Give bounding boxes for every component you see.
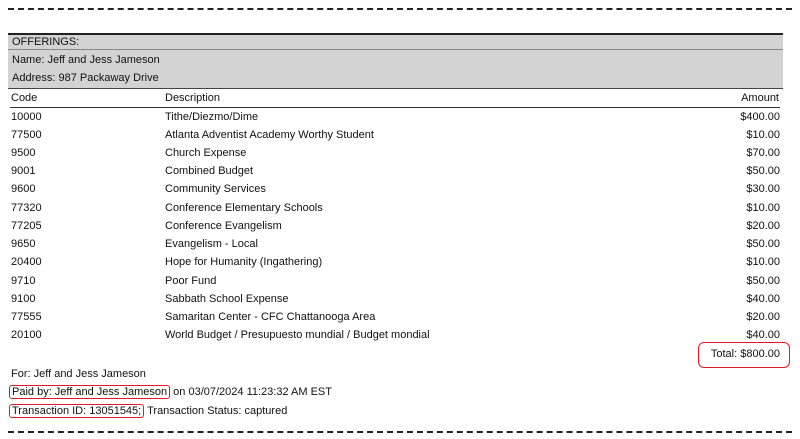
- row-amount: $40.00: [746, 329, 780, 341]
- row-amount: $50.00: [746, 275, 780, 287]
- donor-address: Address: 987 Packaway Drive: [12, 72, 159, 84]
- table-row: [0, 162, 800, 180]
- paid-line: [9, 385, 332, 399]
- row-amount: $10.00: [746, 256, 780, 268]
- donor-name: Name: Jeff and Jess Jameson: [12, 54, 160, 66]
- table-row: [0, 326, 800, 344]
- donor-info-band: [8, 50, 783, 89]
- row-amount: $50.00: [746, 165, 780, 177]
- table-row: [0, 308, 800, 326]
- table-header: [10, 89, 780, 108]
- table-row: [0, 108, 800, 126]
- column-header-code: Code: [11, 92, 38, 104]
- row-description: Tithe/Diezmo/Dime: [165, 111, 259, 123]
- paid-on: on 03/07/2024 11:23:32 AM EST: [173, 386, 332, 398]
- row-amount: $40.00: [746, 293, 780, 305]
- row-description: Sabbath School Expense: [165, 293, 289, 305]
- transaction-line: [9, 404, 287, 418]
- row-description: Church Expense: [165, 147, 247, 159]
- row-code: 9600: [11, 183, 36, 195]
- offerings-header-band: [8, 33, 783, 50]
- total-amount: Total: $800.00: [710, 348, 780, 360]
- row-description: Conference Evangelism: [165, 220, 282, 232]
- table-row: [0, 199, 800, 217]
- table-row: [0, 126, 800, 144]
- bottom-dashed-divider: [8, 431, 792, 433]
- transaction-id: Transaction ID: 13051545;: [9, 404, 144, 418]
- row-code: 77555: [11, 311, 42, 323]
- row-description: Samaritan Center - CFC Chattanooga Area: [165, 311, 376, 323]
- row-amount: $10.00: [746, 129, 780, 141]
- row-description: Hope for Humanity (Ingathering): [165, 256, 323, 268]
- row-amount: $50.00: [746, 238, 780, 250]
- row-amount: $30.00: [746, 183, 780, 195]
- row-amount: $20.00: [746, 220, 780, 232]
- row-code: 77320: [11, 202, 42, 214]
- row-code: 9650: [11, 238, 36, 250]
- row-amount: $20.00: [746, 311, 780, 323]
- row-description: Community Services: [165, 183, 266, 195]
- column-header-description: Description: [165, 92, 221, 104]
- table-row: [0, 144, 800, 162]
- column-header-amount: Amount: [741, 92, 779, 104]
- row-code: 20400: [11, 256, 42, 268]
- table-row: [0, 217, 800, 235]
- row-amount: $400.00: [740, 111, 780, 123]
- for-line: For: Jeff and Jess Jameson: [11, 368, 146, 380]
- row-description: Evangelism - Local: [165, 238, 258, 250]
- row-code: 20100: [11, 329, 42, 341]
- transaction-status: Transaction Status: captured: [147, 405, 288, 417]
- row-code: 9100: [11, 293, 36, 305]
- row-description: World Budget / Presupuesto mundial / Budget mondial: [165, 329, 430, 341]
- table-row: [0, 290, 800, 308]
- table-row: [0, 235, 800, 253]
- paid-by: Paid by: Jeff and Jess Jameson: [9, 385, 170, 399]
- row-description: Atlanta Adventist Academy Worthy Student: [165, 129, 374, 141]
- row-code: 77205: [11, 220, 42, 232]
- table-row: [0, 272, 800, 290]
- top-dashed-divider: [8, 8, 792, 10]
- table-row: [0, 180, 800, 198]
- row-amount: $10.00: [746, 202, 780, 214]
- row-code: 9710: [11, 275, 36, 287]
- table-row: [0, 253, 800, 271]
- row-code: 9001: [11, 165, 36, 177]
- row-code: 9500: [11, 147, 36, 159]
- row-description: Conference Elementary Schools: [165, 202, 323, 214]
- row-description: Combined Budget: [165, 165, 254, 177]
- row-description: Poor Fund: [165, 275, 217, 287]
- row-code: 77500: [11, 129, 42, 141]
- section-title: OFFERINGS:: [12, 36, 80, 48]
- row-amount: $70.00: [746, 147, 780, 159]
- row-code: 10000: [11, 111, 42, 123]
